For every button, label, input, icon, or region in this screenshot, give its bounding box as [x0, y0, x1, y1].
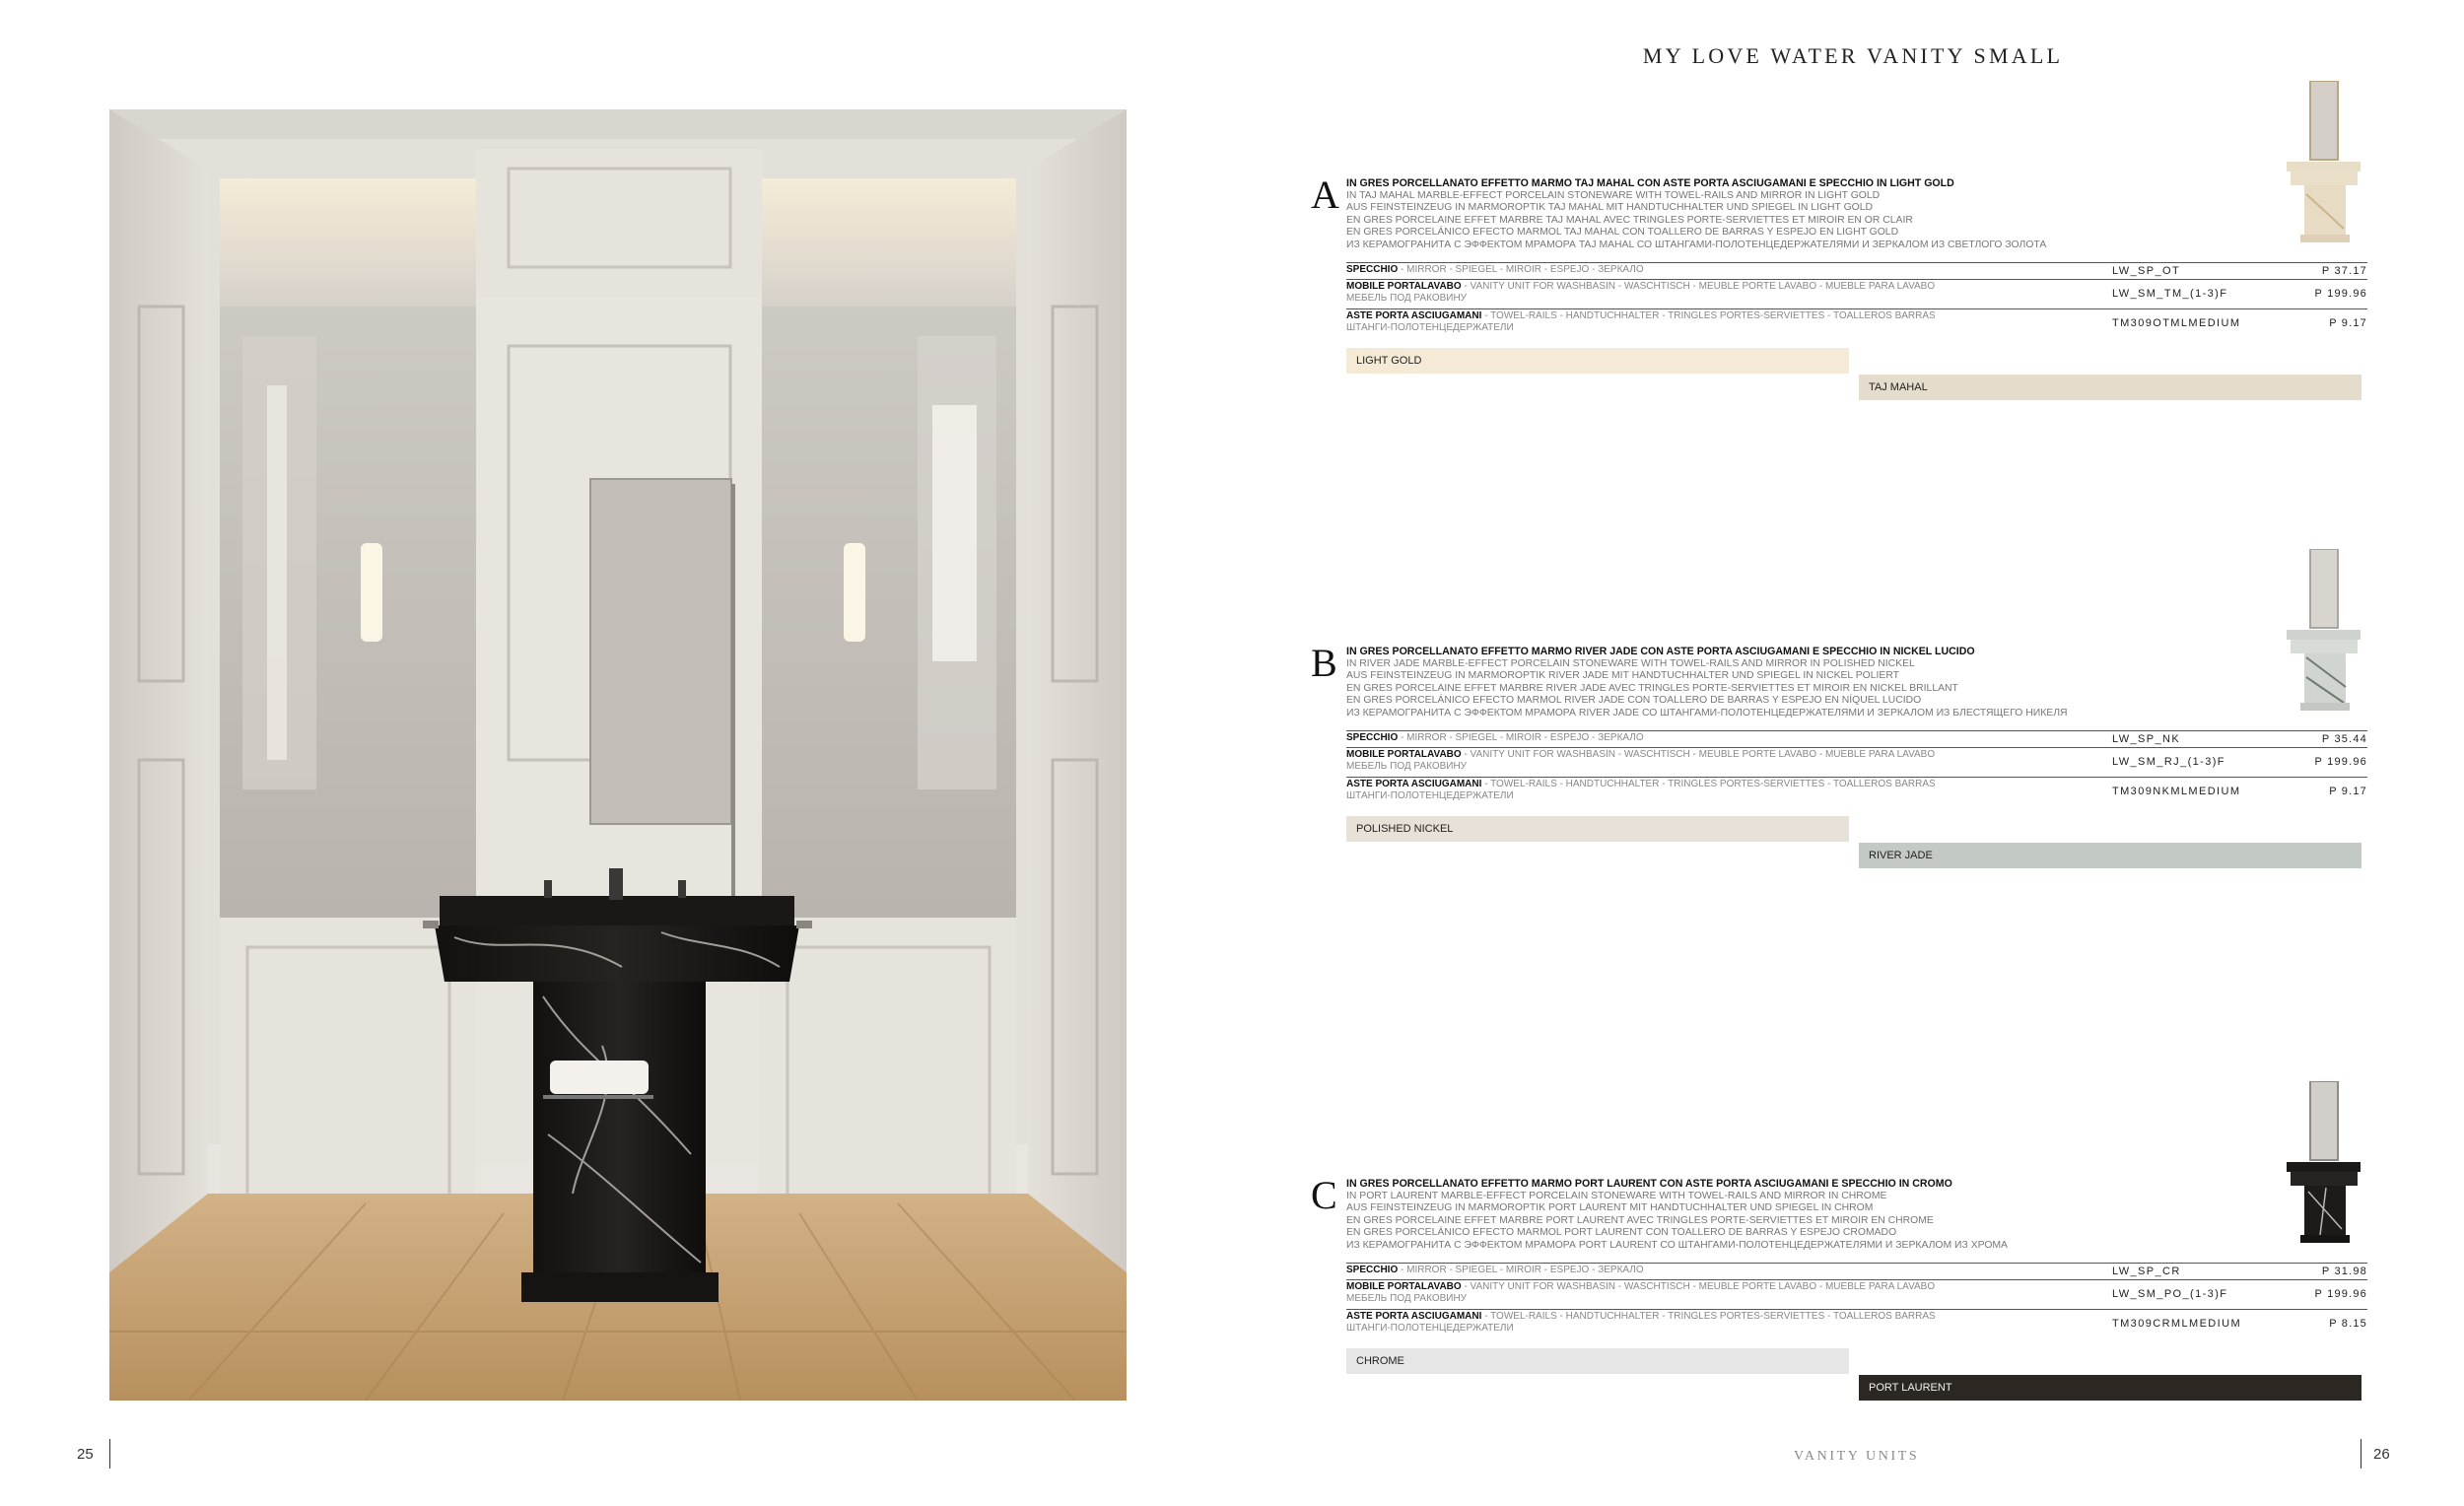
- product-table: [1346, 1263, 2367, 1338]
- row-name: MOBILE PORTALAVABO: [1346, 1281, 1462, 1292]
- product-price: P 199.96: [2314, 1288, 2367, 1300]
- table-row: [1346, 747, 2367, 777]
- marble-label: RIVER JADE: [1869, 850, 1933, 861]
- finish-label: POLISHED NICKEL: [1356, 823, 1454, 835]
- option-letter: C: [1311, 1173, 1337, 1217]
- row-name: SPECCHIO: [1346, 732, 1399, 743]
- finish-label: CHROME: [1356, 1355, 1404, 1367]
- description-heading: IN GRES PORCELLANATO EFFETTO MARMO PORT LAURENT CON ASTE PORTA ASCIUGAMANI E SPECCHIO IN CROMO: [1346, 1178, 1952, 1190]
- row-desc: - TOWEL-RAILS - HANDTUCHHALTER - TRINGLES PORTES-SERVIETTES - TOALLEROS BARRAS: [1481, 310, 1936, 321]
- table-row: [1346, 308, 2367, 338]
- page-number-left: 25: [77, 1446, 94, 1463]
- finish-swatch: [1346, 1348, 1849, 1374]
- product-code: LW_SP_OT: [2112, 265, 2181, 277]
- product-table: [1346, 262, 2367, 338]
- vanity-room-photo: [109, 109, 1127, 1401]
- description-fr: EN GRES PORCELAINE EFFET MARBRE TAJ MAHAL AVEC TRINGLES PORTE-SERVIETTES ET MIROIR EN OR CLAIR: [1346, 214, 1913, 226]
- product-code: LW_SP_CR: [2112, 1266, 2181, 1277]
- product-price: P 31.98: [2321, 1266, 2367, 1277]
- marble-swatch: [1859, 843, 2361, 868]
- description-de: AUS FEINSTEINZEUG IN MARMOROPTIK RIVER JADE MIT HANDTUCHHALTER UND SPIEGEL IN NICKEL POLIERT: [1346, 670, 1899, 682]
- option-letter: A: [1311, 172, 1339, 217]
- description-fr: EN GRES PORCELAINE EFFET MARBRE RIVER JADE AVEC TRINGLES PORTE-SERVIETTES ET MIROIR EN NICKEL BRILLANT: [1346, 682, 1958, 694]
- table-row: [1346, 262, 2367, 279]
- row-desc-ru: ШТАНГИ-ПОЛОТЕНЦЕДЕРЖАТЕЛИ: [1346, 322, 1514, 334]
- page-number-right: 26: [2373, 1446, 2390, 1463]
- row-desc-ru: МЕБЕЛЬ ПОД РАКОВИНУ: [1346, 761, 1468, 773]
- description-es: EN GRES PORCELÁNICO EFECTO MARMOL TAJ MAHAL CON TOALLERO DE BARRAS Y ESPEJO EN LIGHT GOLD: [1346, 227, 1899, 239]
- product-price: P 8.15: [2329, 1318, 2367, 1330]
- marble-swatch: [1859, 1375, 2361, 1401]
- row-desc-ru: МЕБЕЛЬ ПОД РАКОВИНУ: [1346, 1293, 1468, 1305]
- product-code: LW_SM_RJ_(1-3)F: [2112, 756, 2225, 768]
- row-desc: - VANITY UNIT FOR WASHBASIN - WASCHTISCH - MEUBLE PORTE LAVABO - MUEBLE PARA LAVABO: [1461, 281, 1936, 292]
- table-row: [1346, 279, 2367, 308]
- row-name: MOBILE PORTALAVABO: [1346, 281, 1462, 292]
- row-desc: - TOWEL-RAILS - HANDTUCHHALTER - TRINGLES PORTES-SERVIETTES - TOALLEROS BARRAS: [1481, 779, 1936, 789]
- description-heading: IN GRES PORCELLANATO EFFETTO MARMO RIVER JADE CON ASTE PORTA ASCIUGAMANI E SPECCHIO IN NICKEL LUCIDO: [1346, 646, 1975, 657]
- table-row: [1346, 777, 2367, 806]
- product-code: TM309NKMLMEDIUM: [2112, 786, 2241, 797]
- product-code: TM309OTMLMEDIUM: [2112, 317, 2241, 329]
- section-title: VANITY UNITS: [1794, 1449, 1920, 1464]
- row-desc: - MIRROR - SPIEGEL - MIROIR - ESPEJO - ЗЕРКАЛО: [1398, 732, 1644, 743]
- option-description: [1346, 646, 2332, 720]
- marble-label: PORT LAURENT: [1869, 1382, 1952, 1394]
- description-es: EN GRES PORCELÁNICO EFECTO MARMOL PORT LAURENT CON TOALLERO DE BARRAS Y ESPEJO CROMADO: [1346, 1227, 1897, 1239]
- finish-swatch: [1346, 348, 1849, 374]
- description-de: AUS FEINSTEINZEUG IN MARMOROPTIK TAJ MAHAL MIT HANDTUCHHALTER UND SPIEGEL IN LIGHT GOLD: [1346, 202, 1874, 214]
- row-name: SPECCHIO: [1346, 1265, 1399, 1275]
- finish-swatch: [1346, 816, 1849, 842]
- table-row: [1346, 730, 2367, 747]
- product-code: LW_SM_TM_(1-3)F: [2112, 288, 2228, 300]
- row-desc: - VANITY UNIT FOR WASHBASIN - WASCHTISCH - MEUBLE PORTE LAVABO - MUEBLE PARA LAVABO: [1461, 1281, 1936, 1292]
- row-desc: - VANITY UNIT FOR WASHBASIN - WASCHTISCH - MEUBLE PORTE LAVABO - MUEBLE PARA LAVABO: [1461, 749, 1936, 760]
- marble-label: TAJ MAHAL: [1869, 381, 1928, 393]
- product-thumbnail: [2277, 1081, 2365, 1249]
- description-en: IN PORT LAURENT MARBLE-EFFECT PORCELAIN STONEWARE WITH TOWEL-RAILS AND MIRROR IN CHROME: [1346, 1190, 1887, 1201]
- row-name: MOBILE PORTALAVABO: [1346, 749, 1462, 760]
- row-desc-ru: ШТАНГИ-ПОЛОТЕНЦЕДЕРЖАТЕЛИ: [1346, 790, 1514, 802]
- description-ru: ИЗ КЕРАМОГРАНИТА С ЭФФЕКТОМ МРАМОРА TAJ MAHAL СО ШТАНГАМИ-ПОЛОТЕНЦЕДЕРЖАТЕЛЯМИ И ЗЕРКАЛОМ ИЗ СВЕТЛОГО ЗОЛОТА: [1346, 239, 2047, 250]
- row-desc: - TOWEL-RAILS - HANDTUCHHALTER - TRINGLES PORTES-SERVIETTES - TOALLEROS BARRAS: [1481, 1311, 1936, 1322]
- marble-swatch: [1859, 375, 2361, 400]
- description-de: AUS FEINSTEINZEUG IN MARMOROPTIK PORT LAURENT MIT HANDTUCHHALTER UND SPIEGEL IN CHROM: [1346, 1202, 1874, 1214]
- description-es: EN GRES PORCELÁNICO EFECTO MARMOL RIVER JADE CON TOALLERO DE BARRAS Y ESPEJO EN NÍQUEL LUCIDO: [1346, 695, 1922, 707]
- description-en: IN TAJ MAHAL MARBLE-EFFECT PORCELAIN STONEWARE WITH TOWEL-RAILS AND MIRROR IN LIGHT GOLD: [1346, 189, 1881, 201]
- product-code: TM309CRMLMEDIUM: [2112, 1318, 2242, 1330]
- row-desc: - MIRROR - SPIEGEL - MIROIR - ESPEJO - ЗЕРКАЛО: [1398, 1265, 1644, 1275]
- row-name: ASTE PORTA ASCIUGAMANI: [1346, 310, 1482, 321]
- product-code: LW_SP_NK: [2112, 733, 2181, 745]
- table-row: [1346, 1309, 2367, 1338]
- table-row: [1346, 1279, 2367, 1309]
- page-title: MY LOVE WATER VANITY SMALL: [1642, 43, 2064, 68]
- table-row: [1346, 1263, 2367, 1279]
- product-thumbnail: [2277, 81, 2365, 248]
- description-ru: ИЗ КЕРАМОГРАНИТА С ЭФФЕКТОМ МРАМОРА RIVER JADE СО ШТАНГАМИ-ПОЛОТЕНЦЕДЕРЖАТЕЛЯМИ И ЗЕРКАЛОМ ИЗ БЛЕСТЯЩЕГО НИКЕЛЯ: [1346, 707, 2068, 719]
- product-code: LW_SM_PO_(1-3)F: [2112, 1288, 2228, 1300]
- product-price: P 199.96: [2314, 756, 2367, 768]
- product-price: P 37.17: [2321, 265, 2367, 277]
- row-desc: - MIRROR - SPIEGEL - MIROIR - ESPEJO - ЗЕРКАЛО: [1398, 264, 1644, 275]
- row-desc-ru: ШТАНГИ-ПОЛОТЕНЦЕДЕРЖАТЕЛИ: [1346, 1323, 1514, 1335]
- product-thumbnail: [2277, 549, 2365, 717]
- row-name: ASTE PORTA ASCIUGAMANI: [1346, 779, 1482, 789]
- description-fr: EN GRES PORCELAINE EFFET MARBRE PORT LAURENT AVEC TRINGLES PORTE-SERVIETTES ET MIROIR EN CHROME: [1346, 1214, 1934, 1226]
- product-price: P 9.17: [2329, 786, 2367, 797]
- product-price: P 199.96: [2314, 288, 2367, 300]
- row-desc-ru: МЕБЕЛЬ ПОД РАКОВИНУ: [1346, 293, 1468, 305]
- description-en: IN RIVER JADE MARBLE-EFFECT PORCELAIN STONEWARE WITH TOWEL-RAILS AND MIRROR IN POLISHED NICKEL: [1346, 657, 1915, 669]
- product-table: [1346, 730, 2367, 806]
- product-price: P 35.44: [2321, 733, 2367, 745]
- page-divider-left: [109, 1439, 110, 1469]
- option-letter: B: [1311, 641, 1337, 685]
- option-description: [1346, 1178, 2332, 1253]
- description-heading: IN GRES PORCELLANATO EFFETTO MARMO TAJ MAHAL CON ASTE PORTA ASCIUGAMANI E SPECCHIO IN LIGHT GOLD: [1346, 177, 1954, 189]
- option-description: [1346, 177, 2332, 252]
- product-price: P 9.17: [2329, 317, 2367, 329]
- description-ru: ИЗ КЕРАМОГРАНИТА С ЭФФЕКТОМ МРАМОРА PORT LAURENT СО ШТАНГАМИ-ПОЛОТЕНЦЕДЕРЖАТЕЛЯМИ И ЗЕРКАЛОМ ИЗ ХРОМА: [1346, 1239, 2008, 1251]
- finish-label: LIGHT GOLD: [1356, 355, 1422, 367]
- row-name: ASTE PORTA ASCIUGAMANI: [1346, 1311, 1482, 1322]
- row-name: SPECCHIO: [1346, 264, 1399, 275]
